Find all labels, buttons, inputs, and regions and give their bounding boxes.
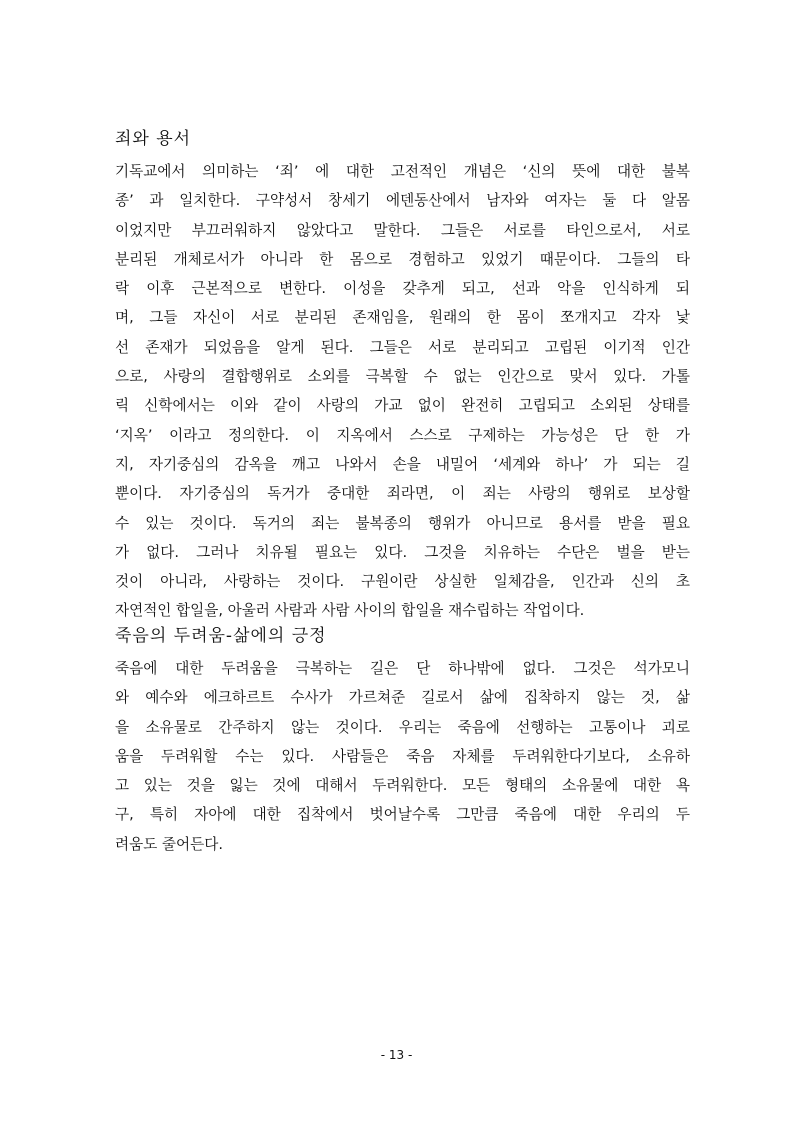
section-sin-and-forgiveness — [115, 128, 690, 626]
text-line: 지, 자기중심의 감옥을 깨고 나와서 손을 내밀어 ‘세계와 하나’ 가 되는 길 — [115, 455, 690, 473]
text-line: 며, 그들 자신이 서로 분리된 존재임을, 원래의 한 몸이 쪼개지고 각자 낯 — [115, 309, 690, 327]
text-line: 분리된 개체로서가 아니라 한 몸으로 경험하고 있었기 때문이다. 그들의 타 — [115, 250, 690, 268]
text-line: 죽음에 대한 두려움을 극복하는 길은 단 하나밖에 없다. 그것은 석가모니 — [115, 660, 690, 677]
text-line: 움을 두려워할 수는 있다. 사람들은 죽음 자체를 두려워한다기보다, 소유하 — [115, 747, 690, 765]
text-line: 기독교에서 의미하는 ‘죄’ 에 대한 고전적인 개념은 ‘신의 뜻에 대한 불복 — [115, 163, 690, 180]
text-line: 가 없다. 그러나 치유될 필요는 있다. 그것을 치유하는 수단은 벌을 받는 — [115, 543, 690, 561]
text-line: 으로, 사랑의 결합행위로 소외를 극복할 수 없는 인간으로 맞서 있다. 가톨 — [115, 368, 690, 386]
text-line: 려움도 줄어든다. — [115, 835, 223, 853]
section-heading: 죽음의 두려움-삶에의 긍정 — [115, 626, 327, 646]
text-line: 자연적인 합일을, 아울러 사람과 사람 사이의 합일을 재수립하는 작업이다. — [115, 602, 585, 620]
section-heading: 죄와 용서 — [115, 129, 192, 149]
text-line: 이었지만 부끄러워하지 않았다고 말한다. 그들은 서로를 타인으로서, 서로 — [115, 221, 690, 239]
text-line: 을 소유물로 간주하지 않는 것이다. 우리는 죽음에 선행하는 고통이나 괴로 — [115, 718, 690, 736]
text-line: ‘지옥’ 이라고 정의한다. 이 지옥에서 스스로 구제하는 가능성은 단 한 가 — [115, 426, 690, 444]
text-line: 릭 신학에서는 이와 같이 사랑의 가교 없이 완전히 고립되고 소외된 상태를 — [115, 397, 690, 415]
section-fear-of-death — [115, 625, 690, 859]
text-line: 선 존재가 되었음을 알게 된다. 그들은 서로 분리되고 고립된 이기적 인간 — [115, 338, 690, 356]
section-body — [115, 157, 690, 626]
text-line: 락 이후 근본적으로 변한다. 이성을 갖추게 되고, 선과 악을 인식하게 되 — [115, 280, 690, 298]
text-line: 고 있는 것을 잃는 것에 대해서 두려워한다. 모든 형태의 소유물에 대한 욕 — [115, 777, 690, 795]
text-line: 것이 아니라, 사랑하는 것이다. 구원이란 상실한 일체감을, 인간과 신의 초 — [115, 573, 690, 591]
text-line: 수 있는 것이다. 독거의 죄는 불복종의 행위가 아니므로 용서를 받을 필요 — [115, 514, 690, 532]
section-body — [115, 654, 690, 859]
text-line: 와 예수와 에크하르트 수사가 가르쳐준 길로서 삶에 집착하지 않는 것, 삶 — [115, 689, 690, 707]
text-line: 구, 특히 자아에 대한 집착에서 벗어날수록 그만큼 죽음에 대한 우리의 두 — [115, 806, 690, 824]
text-line: 뿐이다. 자기중심의 독거가 중대한 죄라면, 이 죄는 사랑의 행위로 보상할 — [115, 485, 690, 503]
text-line: 종’ 과 일치한다. 구약성서 창세기 에덴동산에서 남자와 여자는 둘 다 알몸 — [115, 192, 690, 210]
page-number: - 13 - — [380, 1048, 413, 1062]
